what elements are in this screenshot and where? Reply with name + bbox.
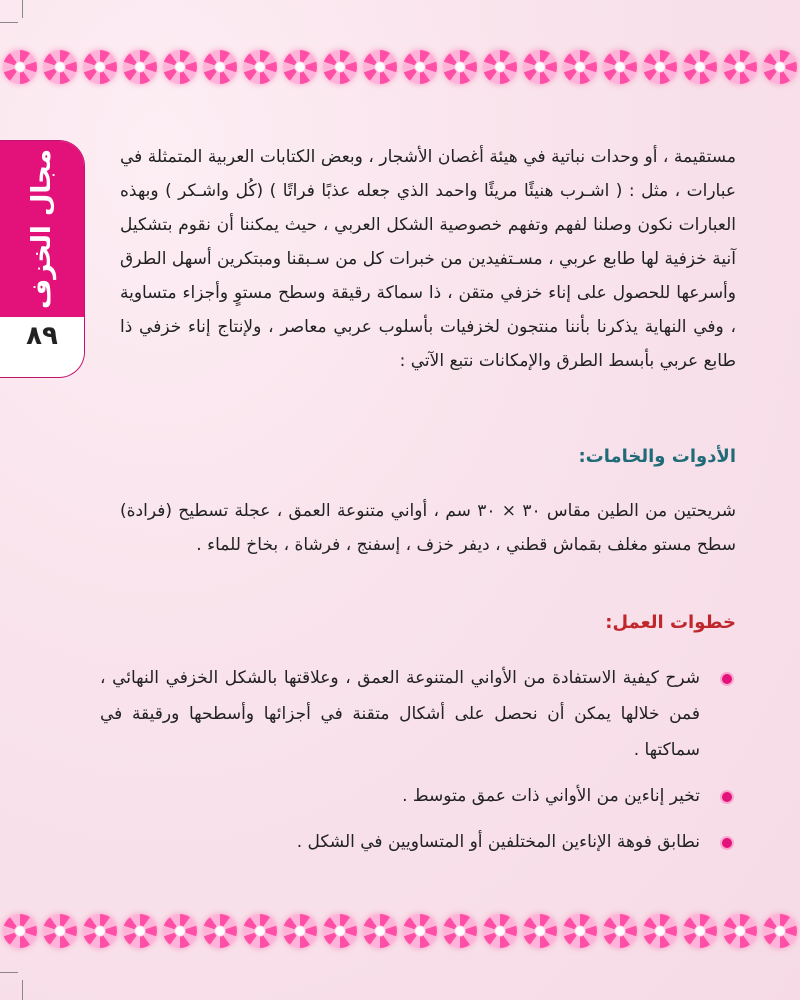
bullet-icon [720, 672, 734, 686]
chapter-side-tab [0, 140, 85, 378]
flower-icon [3, 914, 37, 948]
flower-icon [83, 50, 117, 84]
flower-icon [723, 914, 757, 948]
tools-heading: الأدوات والخامات: [578, 446, 736, 467]
flower-icon [643, 914, 677, 948]
flower-icon [83, 914, 117, 948]
flower-icon [563, 50, 597, 84]
flower-icon [403, 914, 437, 948]
flower-border-bottom [0, 906, 800, 956]
steps-list [100, 660, 736, 870]
flower-icon [443, 50, 477, 84]
flower-icon [163, 914, 197, 948]
flower-icon [283, 914, 317, 948]
step-text: نطابق فوهة الإناءين المختلفين أو المتساويين في الشكل . [296, 832, 700, 852]
flower-icon [643, 50, 677, 84]
step-text: شرح كيفية الاستفادة من الأواني المتنوعة العمق ، وعلاقتها بالشكل الخزفي النهائي ، فمن خلالها يمكن أن نحصل على أشكال متقنة في أجزائها وأسطحها ورقيقة في سماكتها . [100, 668, 700, 760]
flower-icon [403, 50, 437, 84]
flower-icon [323, 50, 357, 84]
tools-text: شريحتين من الطين مقاس ٣٠ × ٣٠ سم ، أواني متنوعة العمق ، عجلة تسطيح (فرادة) سطح مستو مغلف بقماش قطني ، ديفر خزف ، إسفنج ، فرشاة ، بخاخ للماء . [120, 501, 736, 555]
flower-icon [203, 914, 237, 948]
bullet-icon [720, 790, 734, 804]
flower-icon [523, 914, 557, 948]
flower-icon [683, 914, 717, 948]
page-number: ٨٩ [26, 321, 58, 351]
flower-icon [523, 50, 557, 84]
flower-icon [243, 50, 277, 84]
flower-icon [683, 50, 717, 84]
flower-icon [323, 914, 357, 948]
list-item [100, 824, 736, 860]
flower-icon [603, 50, 637, 84]
crop-mark [22, 980, 23, 1000]
flower-icon [123, 914, 157, 948]
flower-icon [283, 50, 317, 84]
intro-paragraph: مستقيمة ، أو وحدات نباتية في هيئة أغصان الأشجار ، وبعض الكتابات العربية المتمثلة في عبارات ، مثل : ( اشـرب هنيئًا مريئًا واحمد الذي جعله عذبًا فراتًا ) (كُل واشـكر ) وبهذه العبارات نكون وصلنا لفهم وتفهم خصوصية الشكل العربي ، حيث يمكننا أن نقوم بتشكيل آنية خزفية لها طابع عربي ، مسـتفيدين من خبرات كل من سـبقنا ومبتكرين أسهل الطرق وأسرعها للحصول على إناء خزفي متقن ، ذا سماكة رقيقة وسطح مستوٍ وأجزاء متساوية ، وفي النهاية يذكرنا بأننا منتجون لخزفيات بأسلوب عربي معاصر ، ولإنتاج إناء خزفي ذا طابع عربي بأبسط الطرق والإمكانات نتبع الآتي : [120, 147, 736, 371]
list-item [100, 778, 736, 814]
flower-icon [363, 50, 397, 84]
flower-icon [363, 914, 397, 948]
flower-icon [483, 914, 517, 948]
flower-icon [603, 914, 637, 948]
flower-icon [43, 50, 77, 84]
steps-heading: خطوات العمل: [605, 612, 736, 633]
flower-icon [563, 914, 597, 948]
flower-icon [43, 914, 77, 948]
chapter-tab-header [0, 141, 84, 317]
flower-icon [483, 50, 517, 84]
step-text: تخير إناءين من الأواني ذات عمق متوسط . [402, 786, 700, 806]
flower-icon [763, 914, 797, 948]
flower-icon [203, 50, 237, 84]
flower-icon [723, 50, 757, 84]
crop-mark [0, 22, 18, 23]
flower-icon [163, 50, 197, 84]
flower-icon [763, 50, 797, 84]
flower-icon [123, 50, 157, 84]
flower-icon [3, 50, 37, 84]
flower-icon [243, 914, 277, 948]
crop-mark [22, 0, 23, 18]
bullet-icon [720, 836, 734, 850]
crop-mark [0, 972, 18, 973]
flower-border-top [0, 42, 800, 92]
flower-icon [443, 914, 477, 948]
chapter-title: مجال الخزف [27, 149, 57, 309]
list-item [100, 660, 736, 768]
